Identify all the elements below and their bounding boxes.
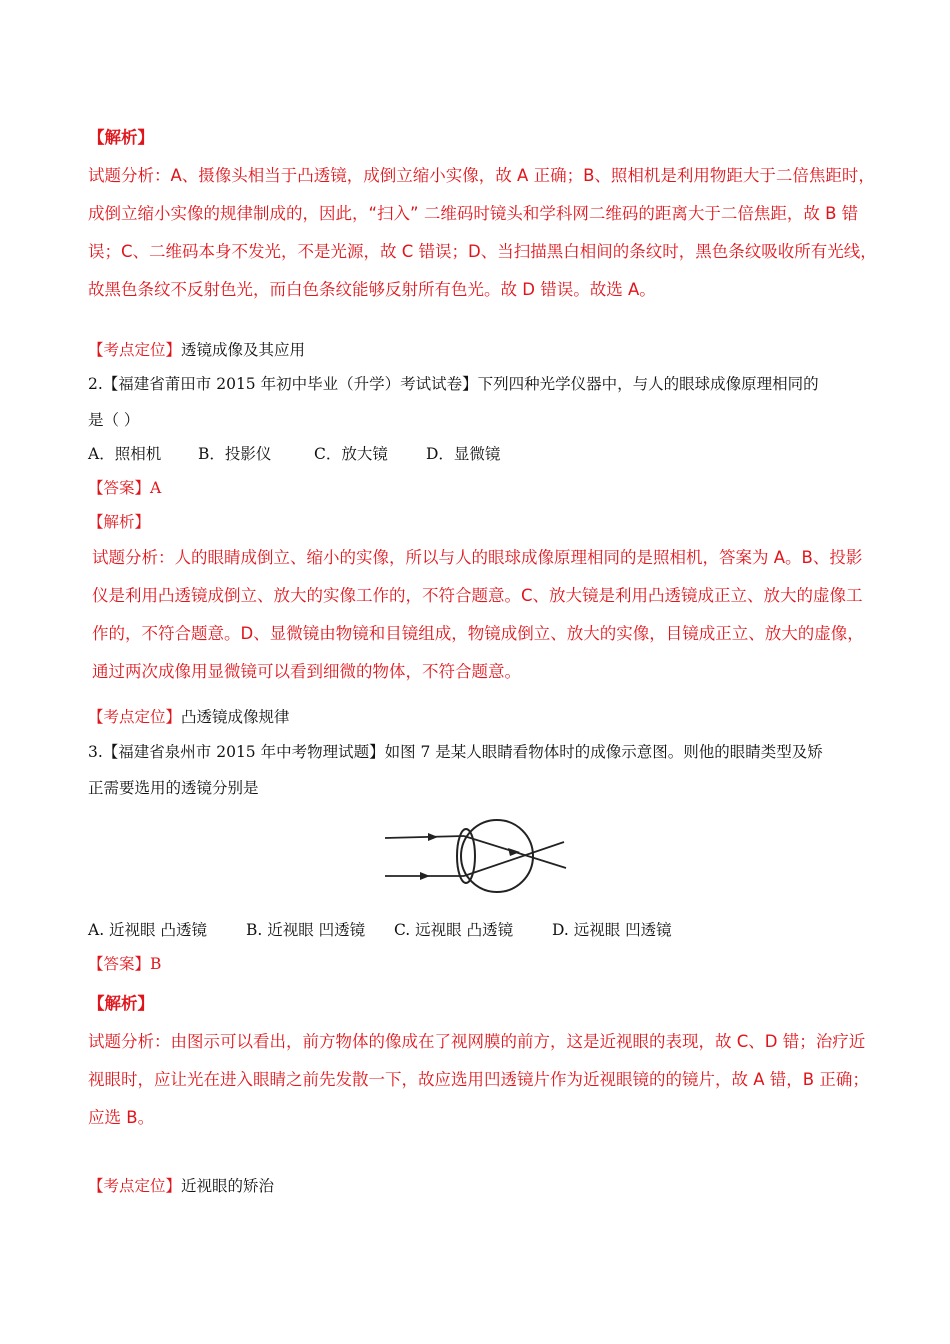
analysis-line: 作的，不符合题意。D、显微镜由物镜和目镜组成，物镜成倒立、放大的实像，目镜成正立、放大的虚像，: [92, 624, 864, 643]
answer-label: 【答案】: [88, 479, 151, 497]
kaodian-2: [88, 707, 290, 727]
kaodian-label: 【考点定位】: [88, 1177, 182, 1195]
question-3-answer: [88, 954, 161, 974]
answer-label: 【答案】: [88, 955, 151, 973]
kaodian-text: 近视眼的矫治: [181, 1177, 275, 1195]
analysis-line: 通过两次成像用显微镜可以看到细微的物体，不符合题意。: [92, 662, 521, 681]
answer-value: A: [150, 479, 162, 497]
question-3-option-b: B. 近视眼 凹透镜: [246, 921, 366, 939]
analysis-line: 试题分析：人的眼睛成倒立、缩小的实像，所以与人的眼球成像原理相同的是照相机，答案为 A。B、投影: [92, 548, 863, 567]
arrow-mid: [508, 848, 520, 856]
kaodian-text: 透镜成像及其应用: [181, 341, 306, 359]
arrow-bottom: [420, 872, 430, 880]
analysis-line: 视眼时，应让光在进入眼睛之前先发散一下，故应选用凹透镜片作为近视眼镜的的镜片，故 A 错，B 正确；: [88, 1070, 869, 1089]
analysis-line: 成倒立缩小实像的规律制成的，因此，“扫入” 二维码时镜头和学科网二维码的距离大于二倍焦距，故 B 错: [88, 204, 859, 223]
analysis-header-text: 【解析】: [88, 513, 151, 531]
analysis-line: 试题分析：A、摄像头相当于凸透镜，成倒立缩小实像，故 A 正确；B、照相机是利用物距大于二倍焦距时，: [88, 166, 875, 185]
question-2-answer: [88, 478, 161, 498]
ray-top-incoming: [385, 836, 464, 838]
kaodian-3: [88, 1176, 274, 1196]
question-2-option-a: A．照相机: [88, 445, 162, 463]
answer-value: B: [150, 955, 162, 973]
analysis-line: 故黑色条纹不反射色光，而白色条纹能够反射所有色光。故 D 错误。故选 A。: [88, 280, 656, 299]
analysis-line: 误；C、二维码本身不发光，不是光源，故 C 错误；D、当扫描黑白相间的条纹时，黑色条纹吸收所有光线，: [88, 242, 877, 261]
question-2-option-b: B．投影仪: [198, 445, 272, 463]
kaodian-1: [88, 340, 305, 360]
analysis-header-3: 【解析】: [88, 994, 154, 1013]
analysis-line: 仪是利用凸透镜成倒立、放大的实像工作的，不符合题意。C、放大镜是利用凸透镜成正立、放大的虚像工: [92, 586, 863, 605]
question-3-option-c: C. 远视眼 凸透镜: [394, 921, 514, 939]
kaodian-label: 【考点定位】: [88, 341, 182, 359]
analysis-line: 应选 B。: [88, 1108, 155, 1127]
question-3-option-a: A. 近视眼 凸透镜: [88, 921, 207, 939]
question-2-option-d: D．显微镜: [426, 445, 501, 463]
question-2-option-c: C．放大镜: [314, 445, 388, 463]
kaodian-label: 【考点定位】: [88, 708, 182, 726]
analysis-header-2: [88, 512, 150, 532]
question-2-stem: 2.【福建省莆田市 2015 年初中毕业（升学）考试试卷】下列四种光学仪器中，与人的眼球成像原理相同的: [88, 375, 819, 393]
analysis-header-1: 【解析】: [88, 128, 154, 147]
question-3-option-d: D. 远视眼 凹透镜: [552, 921, 672, 939]
kaodian-text: 凸透镜成像规律: [181, 708, 290, 726]
question-3-stem-cont: 正需要选用的透镜分别是: [88, 779, 259, 797]
analysis-line: 试题分析：由图示可以看出，前方物体的像成在了视网膜的前方，这是近视眼的表现，故 C、D 错；治疗近: [88, 1032, 866, 1051]
arrow-top: [428, 833, 438, 841]
ray-bottom-refracted: [464, 842, 564, 876]
question-2-stem-cont: 是（ ）: [88, 411, 140, 429]
eye-diagram: [380, 818, 580, 894]
question-3-stem: 3.【福建省泉州市 2015 年中考物理试题】如图 7 是某人眼睛看物体时的成像示意图。则他的眼睛类型及矫: [88, 743, 823, 761]
